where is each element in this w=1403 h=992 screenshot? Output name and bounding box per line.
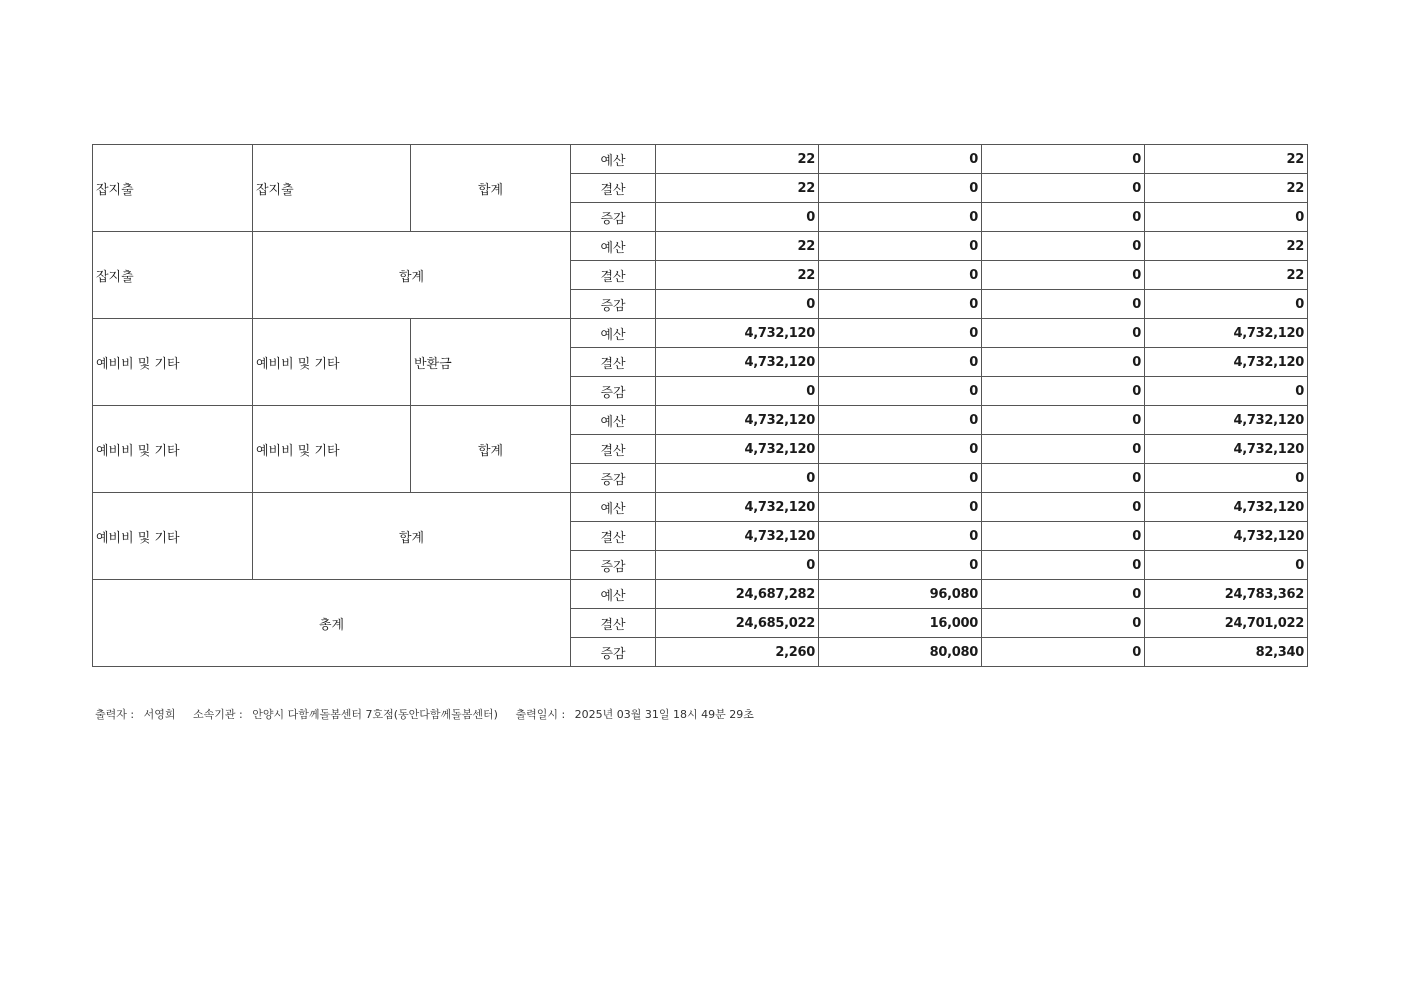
amount-cell: 22: [656, 145, 819, 174]
amount-cell: 0: [982, 638, 1145, 667]
amount-cell: 0: [982, 348, 1145, 377]
amount-cell: 24,783,362: [1145, 580, 1308, 609]
amount-cell: 4,732,120: [1145, 435, 1308, 464]
row-kind-label: 증감: [571, 203, 656, 232]
row-kind-label: 증감: [571, 464, 656, 493]
amount-cell: 0: [819, 493, 982, 522]
amount-cell: 0: [819, 261, 982, 290]
table-body: [93, 145, 1308, 667]
amount-cell: 82,340: [1145, 638, 1308, 667]
amount-cell: 0: [982, 203, 1145, 232]
row-kind-label: 예산: [571, 580, 656, 609]
amount-cell: 0: [656, 464, 819, 493]
amount-cell: 0: [1145, 290, 1308, 319]
amount-cell: 0: [982, 435, 1145, 464]
amount-cell: 0: [982, 493, 1145, 522]
amount-cell: 22: [656, 174, 819, 203]
category-cell: 예비비 및 기타: [93, 493, 253, 580]
amount-cell: 16,000: [819, 609, 982, 638]
table-row: [93, 493, 1308, 522]
row-kind-label: 결산: [571, 174, 656, 203]
amount-cell: 4,732,120: [656, 522, 819, 551]
category-cell: 잡지출: [93, 232, 253, 319]
amount-cell: 24,685,022: [656, 609, 819, 638]
amount-cell: 0: [819, 290, 982, 319]
row-kind-label: 증감: [571, 638, 656, 667]
amount-cell: 4,732,120: [1145, 348, 1308, 377]
amount-cell: 96,080: [819, 580, 982, 609]
row-kind-label: 예산: [571, 406, 656, 435]
amount-cell: 22: [656, 232, 819, 261]
amount-cell: 0: [819, 203, 982, 232]
amount-cell: 0: [982, 174, 1145, 203]
subcategory-cell: 예비비 및 기타: [253, 406, 411, 493]
row-kind-label: 증감: [571, 551, 656, 580]
row-kind-label: 결산: [571, 261, 656, 290]
subcategory-cell: 잡지출: [253, 145, 411, 232]
amount-cell: 0: [819, 319, 982, 348]
row-kind-label: 결산: [571, 609, 656, 638]
amount-cell: 0: [1145, 464, 1308, 493]
amount-cell: 0: [982, 580, 1145, 609]
amount-cell: 0: [819, 145, 982, 174]
subtotal-label: 합계: [253, 232, 571, 319]
amount-cell: 0: [982, 145, 1145, 174]
org-name: 안양시 다함께돌봄센터 7호점(동안다함께돌봄센터): [252, 708, 498, 721]
org-label: 소속기관 :: [192, 708, 243, 721]
category-cell: 잡지출: [93, 145, 253, 232]
amount-cell: 0: [819, 174, 982, 203]
row-kind-label: 증감: [571, 290, 656, 319]
amount-cell: 4,732,120: [1145, 493, 1308, 522]
category-cell: 예비비 및 기타: [93, 406, 253, 493]
table-row: [93, 232, 1308, 261]
printer-name: 서영희: [143, 708, 176, 721]
amount-cell: 0: [982, 232, 1145, 261]
amount-cell: 0: [656, 290, 819, 319]
amount-cell: 0: [1145, 203, 1308, 232]
amount-cell: 0: [982, 377, 1145, 406]
amount-cell: 0: [819, 377, 982, 406]
amount-cell: 22: [1145, 174, 1308, 203]
table-row: [93, 580, 1308, 609]
amount-cell: 0: [819, 551, 982, 580]
amount-cell: 0: [982, 522, 1145, 551]
grand-total-label: 총계: [93, 580, 571, 667]
print-time-value: 2025년 03월 31일 18시 49분 29초: [574, 708, 754, 721]
amount-cell: 24,701,022: [1145, 609, 1308, 638]
amount-cell: 0: [819, 348, 982, 377]
amount-cell: 4,732,120: [1145, 319, 1308, 348]
amount-cell: 0: [982, 261, 1145, 290]
item-cell: 반환금: [411, 319, 571, 406]
print-time-label: 출력일시 :: [515, 708, 566, 721]
amount-cell: 80,080: [819, 638, 982, 667]
row-kind-label: 예산: [571, 319, 656, 348]
amount-cell: 0: [819, 232, 982, 261]
amount-cell: 4,732,120: [656, 435, 819, 464]
amount-cell: 22: [1145, 261, 1308, 290]
table-row: [93, 145, 1308, 174]
amount-cell: 0: [656, 377, 819, 406]
row-kind-label: 결산: [571, 522, 656, 551]
print-footer: [95, 706, 760, 722]
subtotal-label: 합계: [253, 493, 571, 580]
amount-cell: 0: [819, 464, 982, 493]
amount-cell: 0: [819, 435, 982, 464]
item-cell: 합계: [411, 145, 571, 232]
amount-cell: 0: [982, 551, 1145, 580]
row-kind-label: 예산: [571, 145, 656, 174]
amount-cell: 22: [1145, 145, 1308, 174]
amount-cell: 22: [656, 261, 819, 290]
amount-cell: 22: [1145, 232, 1308, 261]
amount-cell: 0: [656, 203, 819, 232]
amount-cell: 0: [819, 522, 982, 551]
row-kind-label: 예산: [571, 493, 656, 522]
amount-cell: 0: [656, 551, 819, 580]
amount-cell: 0: [982, 290, 1145, 319]
category-cell: 예비비 및 기타: [93, 319, 253, 406]
row-kind-label: 증감: [571, 377, 656, 406]
budget-settlement-table: [92, 144, 1308, 667]
amount-cell: 0: [982, 464, 1145, 493]
item-cell: 합계: [411, 406, 571, 493]
table-row: [93, 406, 1308, 435]
amount-cell: 0: [982, 406, 1145, 435]
amount-cell: 0: [819, 406, 982, 435]
amount-cell: 4,732,120: [656, 493, 819, 522]
amount-cell: 4,732,120: [656, 406, 819, 435]
amount-cell: 4,732,120: [656, 348, 819, 377]
amount-cell: 4,732,120: [1145, 522, 1308, 551]
subcategory-cell: 예비비 및 기타: [253, 319, 411, 406]
amount-cell: 4,732,120: [656, 319, 819, 348]
amount-cell: 0: [982, 319, 1145, 348]
row-kind-label: 예산: [571, 232, 656, 261]
table-row: [93, 319, 1308, 348]
amount-cell: 4,732,120: [1145, 406, 1308, 435]
amount-cell: 0: [982, 609, 1145, 638]
amount-cell: 0: [1145, 551, 1308, 580]
printer-label: 출력자 :: [95, 708, 135, 721]
amount-cell: 24,687,282: [656, 580, 819, 609]
amount-cell: 2,260: [656, 638, 819, 667]
row-kind-label: 결산: [571, 435, 656, 464]
amount-cell: 0: [1145, 377, 1308, 406]
row-kind-label: 결산: [571, 348, 656, 377]
